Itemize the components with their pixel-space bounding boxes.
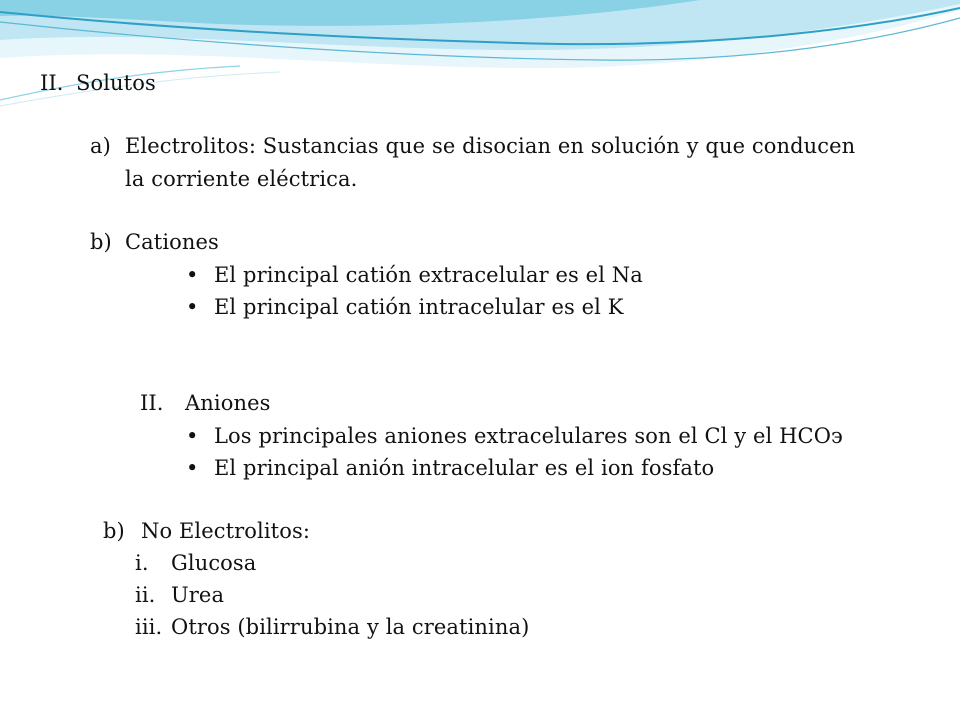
cationes-heading [90, 229, 219, 255]
bullet-icon: • [186, 263, 199, 287]
aniones-bullet [186, 423, 843, 449]
aniones-title: Aniones [185, 391, 271, 415]
no-electrolitos-item-text: Glucosa [171, 551, 257, 575]
cationes-marker: b) [90, 230, 112, 254]
section-heading-marker: II. [40, 71, 64, 95]
no-electrolitos-item [135, 614, 529, 640]
cationes-bullet [186, 294, 624, 320]
no-electrolitos-item-marker: i. [135, 551, 149, 575]
electrolitos-text: Electrolitos: Sustancias que se disocian en solución y que conducen [125, 134, 856, 158]
electrolitos-line-1 [90, 133, 855, 159]
cationes-title: Cationes [125, 230, 219, 254]
no-electrolitos-item-text: Otros (bilirrubina y la creatinina) [171, 615, 530, 639]
electrolitos-marker: a) [90, 134, 111, 158]
section-heading [40, 70, 156, 96]
no-electrolitos-marker: b) [103, 519, 125, 543]
no-electrolitos-item-marker: iii. [135, 615, 163, 639]
electrolitos-text-continued: la corriente eléctrica. [125, 167, 358, 191]
aniones-bullet [186, 455, 714, 481]
cationes-bullet-text: El principal catión intracelular es el K [214, 295, 624, 319]
no-electrolitos-item-marker: ii. [135, 583, 156, 607]
bullet-icon: • [186, 424, 199, 448]
aniones-bullet-text: El principal anión intracelular es el ion fosfato [214, 456, 715, 480]
section-heading-text: Solutos [76, 71, 156, 95]
bullet-icon: • [186, 295, 199, 319]
no-electrolitos-title: No Electrolitos: [141, 519, 311, 543]
decorative-wave-header [0, 0, 960, 120]
no-electrolitos-heading [103, 518, 310, 544]
aniones-marker: II. [140, 391, 164, 415]
no-electrolitos-item [135, 582, 224, 608]
aniones-heading [140, 390, 270, 416]
no-electrolitos-item [135, 550, 256, 576]
cationes-bullet-text: El principal catión extracelular es el Na [214, 263, 643, 287]
aniones-bullet-text: Los principales aniones extracelulares son el Cl y el HCOэ [214, 424, 843, 448]
electrolitos-line-2 [125, 166, 357, 192]
cationes-bullet [186, 262, 643, 288]
no-electrolitos-item-text: Urea [171, 583, 225, 607]
bullet-icon: • [186, 456, 199, 480]
